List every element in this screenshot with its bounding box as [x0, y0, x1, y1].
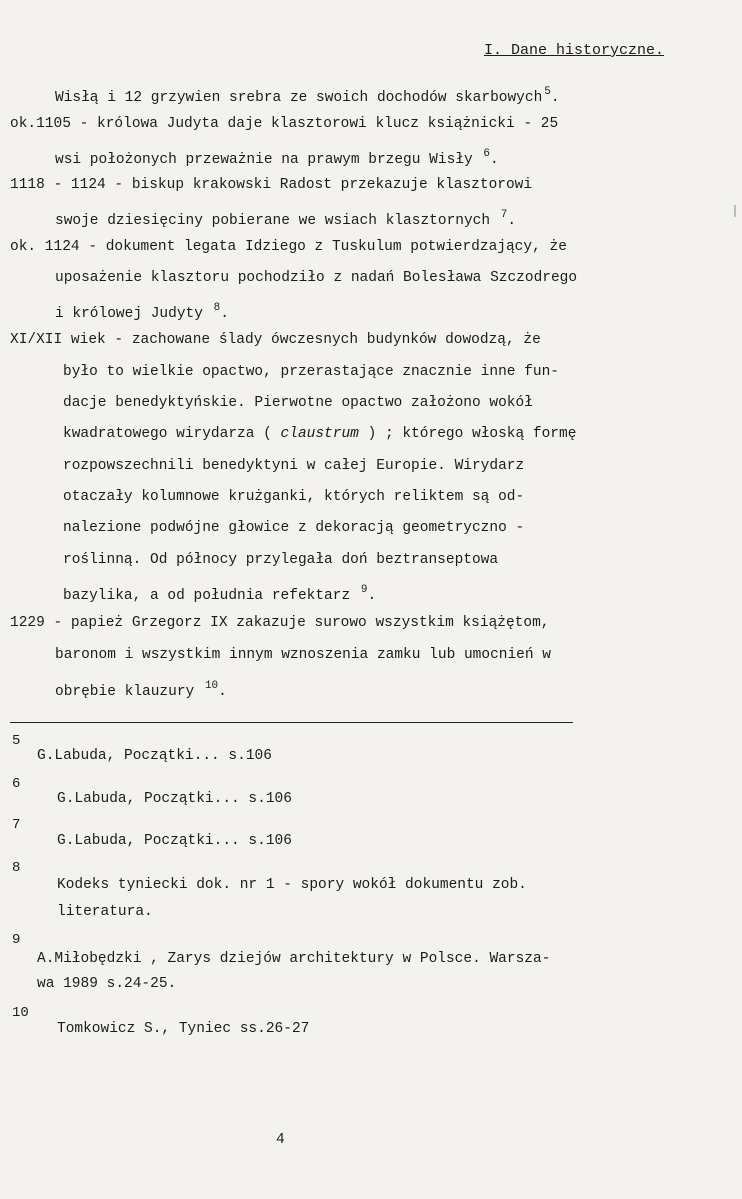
latin-term: claustrum [280, 426, 359, 442]
chapter-header: I. Dane historyczne. [483, 42, 664, 59]
footnote-text: literatura. [57, 904, 153, 920]
text-line: dacje benedyktyńskie. Pierwotne opactwo założono wokół [63, 395, 533, 411]
footnote-number: 5 [12, 733, 21, 749]
text-line: XI/XII wiek - zachowane ślady ówczesnych budynków dowodzą, że [10, 332, 541, 348]
text-line: nalezione podwójne głowice z dekoracją geometryczno - [63, 520, 525, 536]
text-line: bazylika, a od południa refektarz $^9$. [63, 584, 377, 604]
text-line: wsi położonych przeważnie na prawym brzegu Wisły $^6$. [55, 148, 499, 168]
footnote-number: 7 [12, 817, 21, 833]
text-line: ok. 1124 - dokument legata Idziego z Tuskulum potwierdzający, że [10, 239, 567, 255]
text-line: ok.1105 - królowa Judyta daje klasztorowi klucz książnicki - 25 [10, 116, 559, 132]
scan-margin-mark [734, 205, 736, 217]
text-line: obrębie klauzury $^{10}$. [55, 680, 227, 700]
footnote-text: Kodeks tyniecki dok. nr 1 - spory wokół dokumentu zob. [57, 877, 527, 893]
footnote-number: 9 [12, 932, 21, 948]
footnote-text: G.Labuda, Początki... s.106 [57, 833, 292, 849]
text-line: baronom i wszystkim innym wznoszenia zamku lub umocnień w [55, 647, 551, 663]
text-line: 1118 - 1124 - biskup krakowski Radost przekazuje klasztorowi [10, 177, 533, 193]
footnote-text: A.Miłobędzki , Zarys dziejów architektury w Polsce. Warsza- [37, 951, 551, 967]
text-line: uposażenie klasztoru pochodziło z nadań Bolesława Szczodrego [55, 270, 578, 286]
text-line: było to wielkie opactwo, przerastające znacznie inne fun- [63, 364, 559, 380]
text-line: roślinną. Od północy przylegała doń beztranseptowa [63, 552, 499, 568]
text-line: kwadratowego wirydarza ( claustrum ) ; którego włoską formę [63, 426, 577, 442]
footnote-number: 10 [12, 1005, 29, 1021]
footnote-text: G.Labuda, Początki... s.106 [57, 791, 292, 807]
text-line: swoje dziesięciny pobierane we wsiach klasztornych $^7$. [55, 209, 517, 229]
text-line: Wisłą i 12 grzywien srebra ze swoich dochodów skarbowych $^5$. [55, 86, 560, 106]
footnote-text: Tomkowicz S., Tyniec ss.26-27 [57, 1021, 310, 1037]
footnote-text: wa 1989 s.24-25. [37, 976, 177, 992]
text-line: rozpowszechnili benedyktyni w całej Europie. Wirydarz [63, 458, 525, 474]
footnote-number: 6 [12, 776, 21, 792]
footnote-number: 8 [12, 860, 21, 876]
text-line: i królowej Judyty $^8$. [55, 302, 229, 322]
footnote-text: G.Labuda, Początki... s.106 [37, 748, 272, 764]
page-number: 4 [276, 1132, 285, 1148]
footnote-separator [10, 722, 573, 723]
text-line: 1229 - papież Grzegorz IX zakazuje surowo wszystkim książętom, [10, 615, 550, 631]
text-line: otaczały kolumnowe krużganki, których reliktem są od- [63, 489, 525, 505]
